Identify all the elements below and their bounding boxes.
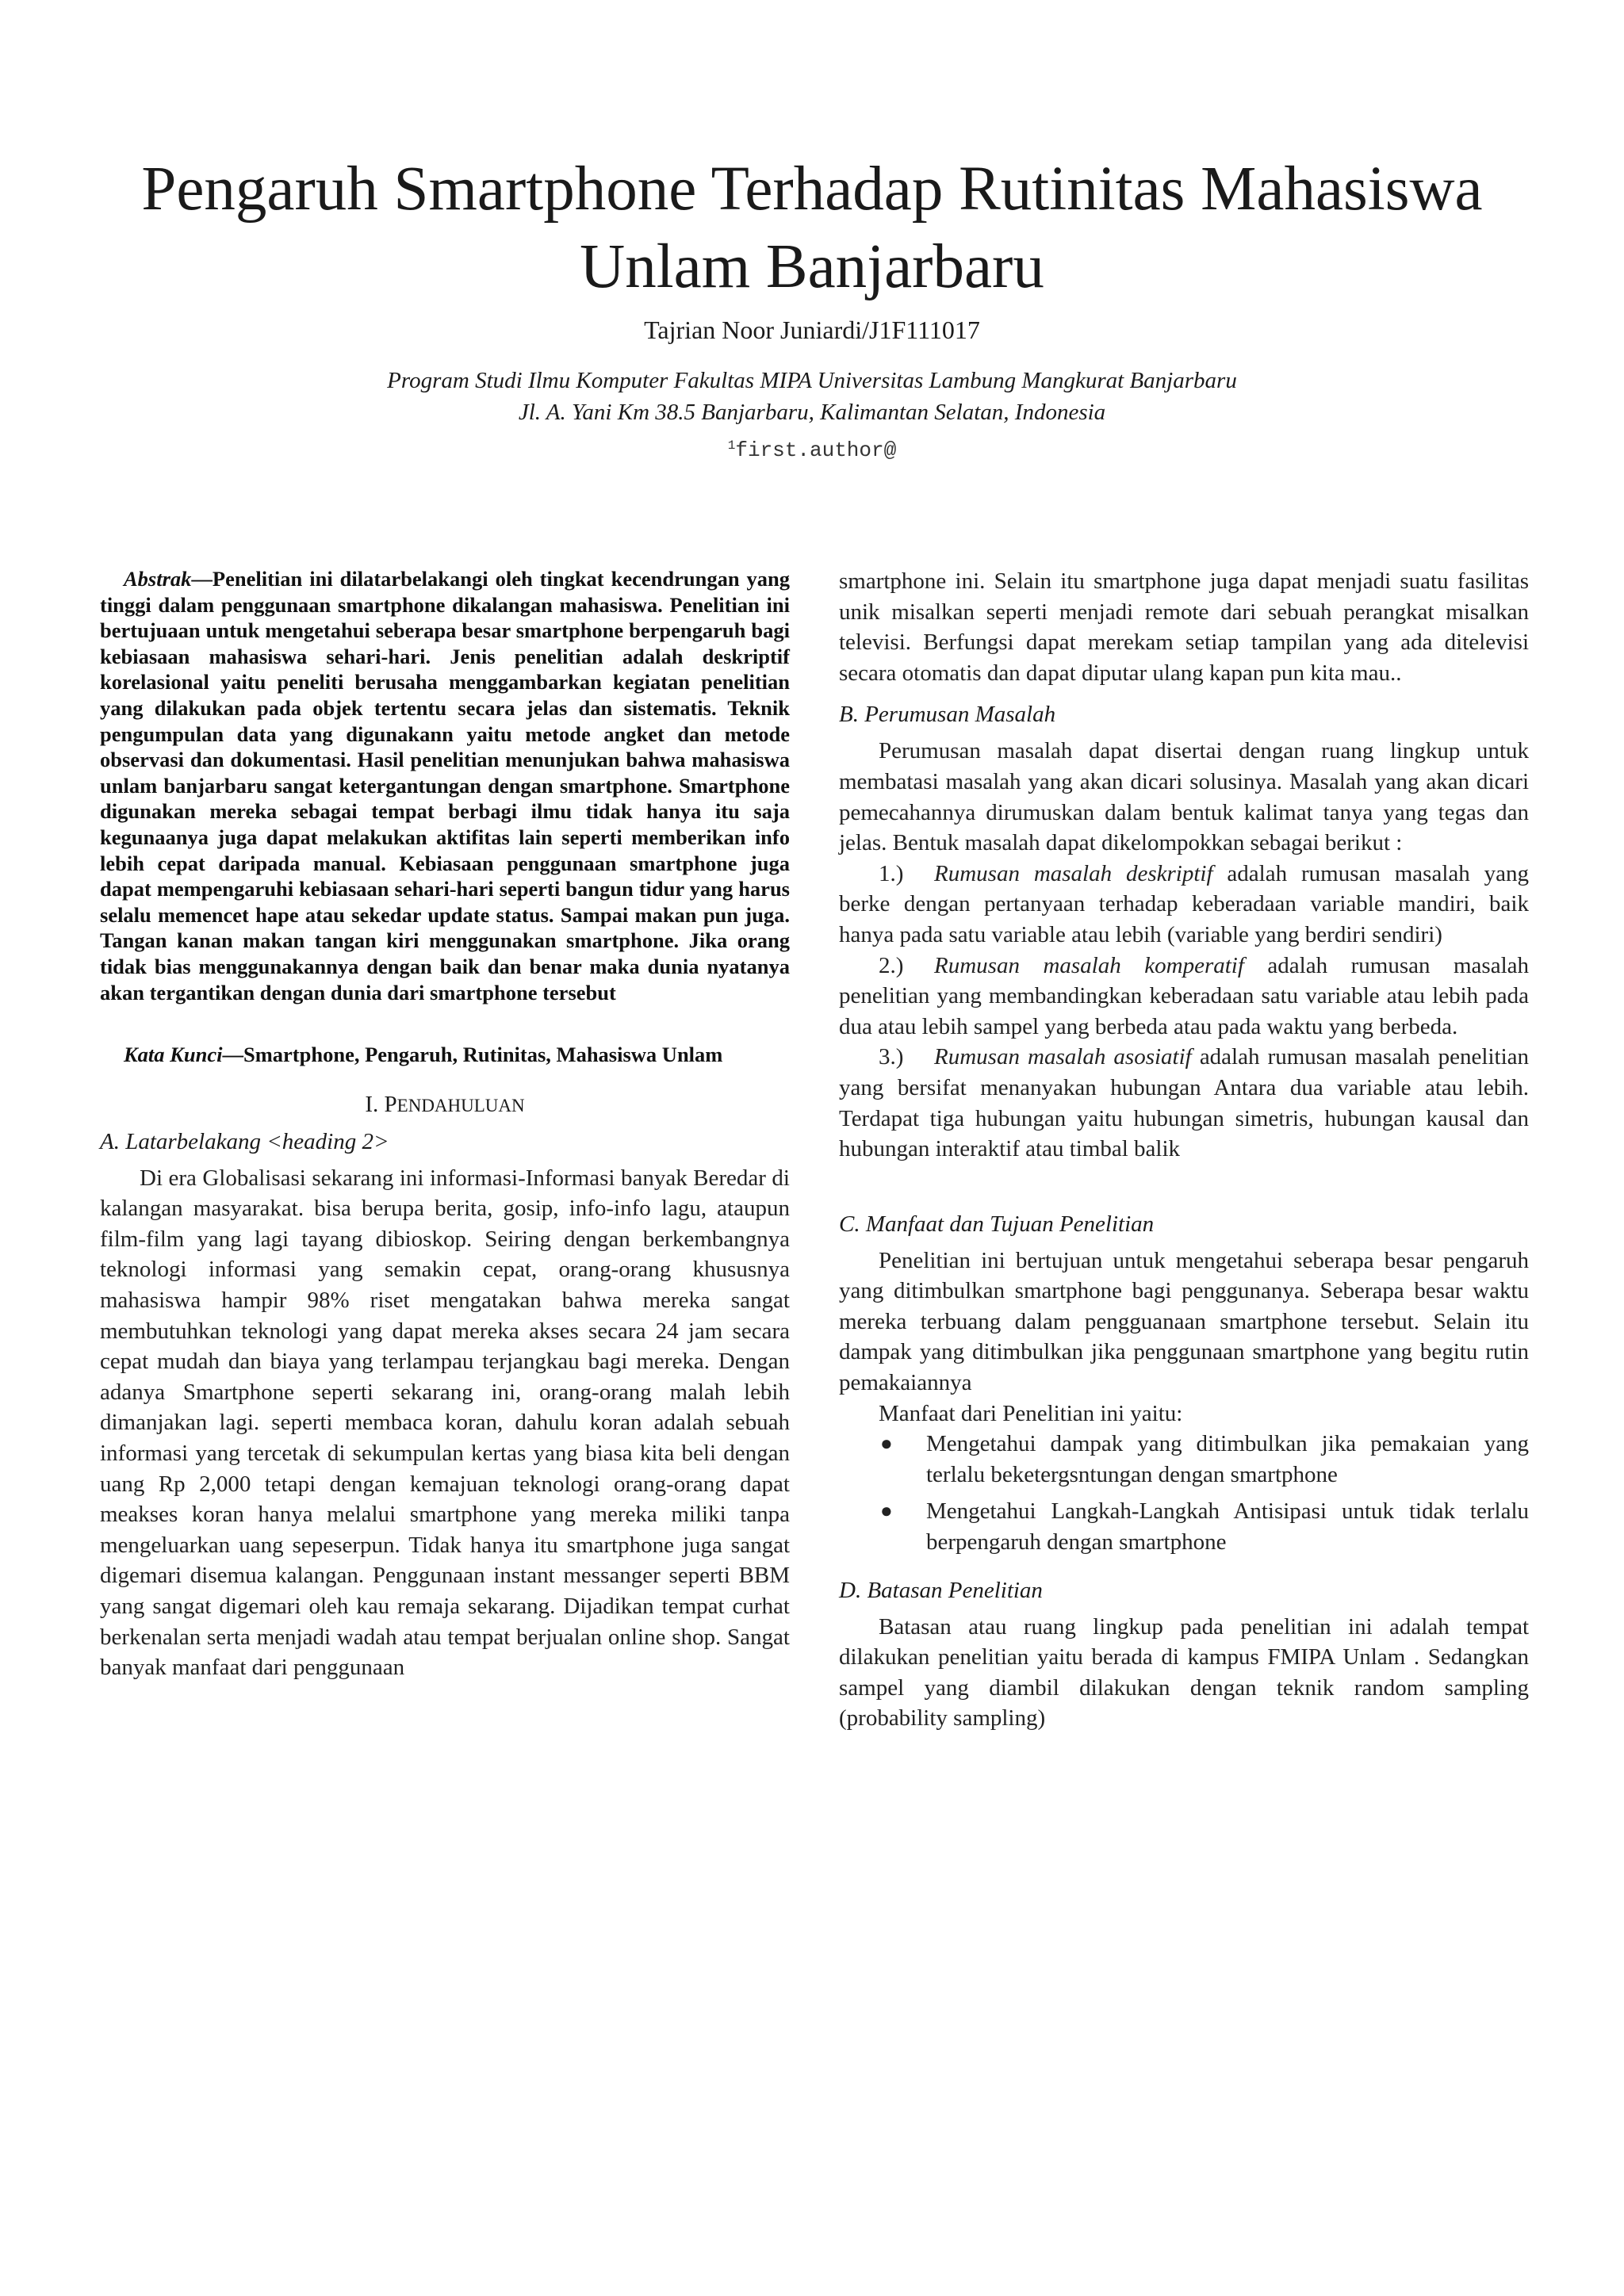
list-item-text: adalah rumusan masalah penelitian yang membandingkan keberadaan satu variable atau lebih pada dua atau lebih sampel yang berbeda atau pada waktu yang berbeda. [839, 952, 1530, 1039]
section-number: I. P [365, 1091, 397, 1117]
subheading-batasan-penelitian: D. Batasan Penelitian [839, 1577, 1043, 1603]
keywords-label: Kata Kunci [124, 1043, 223, 1067]
rumusan-list [839, 859, 1529, 1165]
list-item-term: Rumusan masalah asosiatif [934, 1044, 1192, 1070]
bullet-item-text: Mengetahui dampak yang ditimbulkan jika pemakaian yang terlalu beketergsntungan dengan smartphone [926, 1431, 1529, 1487]
paper-title [87, 151, 1537, 306]
manfaat-intro: Manfaat dari Penelitian ini yaitu: [879, 1400, 1183, 1426]
abstract [100, 566, 790, 1005]
list-item [839, 951, 1529, 1043]
left-column [100, 566, 790, 1683]
subheading-perumusan-masalah: B. Perumusan Masalah [839, 702, 1056, 728]
paragraph-manfaat-tujuan: Penelitian ini bertujuan untuk mengetahui seberapa besar pengaruh yang ditimbulkan smartphone bagi penggunanya. Seberapa besar waktu mereka terbuang dalam pengguanaan smartphone tersebut. Selain itu dampak yang ditimbulkan jika penggunaan smartphone yang begitu rutin pemakaiannya [839, 1247, 1529, 1396]
affiliation-line-1: Program Studi Ilmu Komputer Fakultas MIPA Universitas Lambung Mangkurat Banjarbaru [387, 368, 1237, 393]
bullet-icon: ● [880, 1499, 893, 1523]
paragraph-latarbelakang-continued: smartphone ini. Selain itu smartphone juga dapat menjadi suatu fasilitas unik misalkan seperti menjadi remote dari sebuah perangkat misalkan televisi. Berfungsi dapat merekam setiap tampilan yang ada ditelevisi secara otomatis dan dapat diputar ulang kapan pun kita mau.. [839, 568, 1529, 686]
subheading-manfaat-tujuan: C. Manfaat dan Tujuan Penelitian [839, 1211, 1155, 1237]
list-item [839, 859, 1529, 951]
abstract-dash: — [191, 567, 213, 591]
list-item-number: 3.) [879, 1044, 904, 1070]
paragraph-latarbelakang: Di era Globalisasi sekarang ini informasi-Informasi banyak Beredar di kalangan masyarakat. bisa berupa berita, gosip, info-info lagu, ataupun film-film yang lagi tayang dibioskop. Seiring dengan berkembangnya teknologi informasi yang semakin cepat, orang-orang khususnya mahasiswa hampir 98% riset mengatakan bahwa mereka sangat membutuhkan teknologi yang dapat mereka akses secara 24 jam secara cepat mudah dan biaya yang terlampau terjangkau bagi mereka. Dengan adanya Smartphone seperti sekarang ini, orang-orang malah lebih dimanjakan lagi. seperti membaca koran, dahulu koran adalah sebuah informasi yang tercetak di sekumpulan kertas yang biasa kita beli dengan uang Rp 2,000 tetapi dengan kemajuan teknologi orang-orang dapat meakses koran hanya melalui smartphone yang mereka miliki tanpa mengeluarkan uang sepeserpun. Tidak hanya itu smartphone juga sangat digemari disemua kalangan. Penggunaan instant messanger seperti BBM yang sangat digemari oleh kau remaja sekarang. Dijadikan tempat curhat berkenalan serta menjadi wadah atau tempat berjualan online shop. Sangat banyak manfaat dari penggunaan [100, 1165, 790, 1681]
list-item-text: adalah rumusan masalah penelitian yang bersifat menanyakan hubungan Antara dua variable atau lebih. Terdapat tiga hubungan yaitu hubungan simetris, hubungan kausal dan hubungan interaktif atau timbal balik [839, 1044, 1529, 1162]
list-item-number: 2.) [879, 952, 904, 978]
affiliation-line-2: Jl. A. Yani Km 38.5 Banjarbaru, Kalimantan Selatan, Indonesia [518, 400, 1106, 425]
section-heading-pendahuluan [100, 1090, 790, 1120]
bullet-item [880, 1429, 1529, 1490]
bullet-item [880, 1496, 1529, 1557]
bullet-item-text: Mengetahui Langkah-Langkah Antisipasi untuk tidak terlalu berpengaruh dengan smartphone [926, 1498, 1529, 1556]
bullet-icon: ● [880, 1432, 893, 1456]
keywords-text: Smartphone, Pengaruh, Rutinitas, Mahasiswa Unlam [243, 1043, 723, 1067]
keywords [100, 1042, 790, 1068]
email-text: first.author@ [735, 438, 897, 462]
author-email [0, 433, 1624, 463]
abstract-label: Abstrak [124, 567, 192, 591]
abstract-text: Penelitian ini dilatarbelakangi oleh tingkat kecendrungan yang tinggi dalam penggunaan smartphone dikalangan mahasiswa. Penelitian ini bertujuaan untuk mengetahui seberapa besar smartphone berpengaruh bagi kebiasaan mahasiswa sehari-hari. Jenis penelitian adalah deskriptif korelasional yaitu peneliti berusaha menggambarkan kegiatan penelitian yang dilakukan pada objek tertentu secara jelas dan sistematis. Teknik pengumpulan data yang digunakann yaitu metode angket dan metode observasi dan dokumentasi. Hasil penelitian menunjukan bahwa mahasiswa unlam banjarbaru sangat ketergantungan dengan smartphone. Smartphone digunakan mereka sebagai tempat berbagi ilmu tidak hanya itu saja kegunaanya juga dapat melakukan aktifitas lain seperti memberikan info lebih cepat daripada manual. Kebiasaan penggunaan smartphone juga dapat mempengaruhi kebiasaan sehari-hari seperti bangun tidur yang harus selalu memencet hape atau sekedar update status. Sampai makan pun juga. Tangan kanan makan tangan kiri menggunakan smartphone. Jika orang tidak bias menggunakannya dengan baik dan benar maka dunia nyatanya akan tergantikan dengan dunia dari smartphone tersebut [100, 567, 790, 1004]
section-title-smallcaps: ENDAHULUAN [396, 1095, 525, 1115]
list-item [839, 1042, 1529, 1164]
list-item-number: 1.) [879, 860, 904, 886]
subheading-latarbelakang: A. Latarbelakang <heading 2> [100, 1128, 389, 1154]
list-item-term: Rumusan masalah komperatif [934, 952, 1244, 978]
paragraph-batasan-penelitian: Batasan atau ruang lingkup pada penelitian ini adalah tempat dilakukan penelitian yaitu berada di kampus FMIPA Unlam . Sedangkan sampel yang diambil dilakukan dengan teknik random sampling (probability sampling) [839, 1613, 1529, 1732]
title-line-2: Unlam Banjarbaru [580, 232, 1044, 301]
author-name: Tajrian Noor Juniardi/J1F111017 [644, 316, 980, 344]
title-line-1: Pengaruh Smartphone Terhadap Rutinitas Mahasiswa [141, 155, 1483, 224]
manfaat-bullet-list [839, 1429, 1529, 1557]
email-superscript: 1 [727, 438, 736, 453]
list-item-term: Rumusan masalah deskriptif [934, 860, 1213, 886]
right-column [839, 566, 1529, 1734]
paragraph-perumusan-masalah: Perumusan masalah dapat disertai dengan ruang lingkup untuk membatasi masalah yang akan dicari solusinya. Masalah yang akan dicari pemecahannya dirumuskan dalam bentuk kalimat tanya yang tegas dan jelas. Bentuk masalah dapat dikelompokkan sebagai berikut : [839, 738, 1529, 856]
keywords-dash: — [222, 1043, 243, 1067]
affiliation [0, 365, 1624, 428]
list-item-text: adalah rumusan masalah yang berke dengan pertanyaan terhadap keberadaan variable mandiri, baik hanya pada satu variable atau lebih (variable yang berdiri sendiri) [839, 860, 1529, 947]
